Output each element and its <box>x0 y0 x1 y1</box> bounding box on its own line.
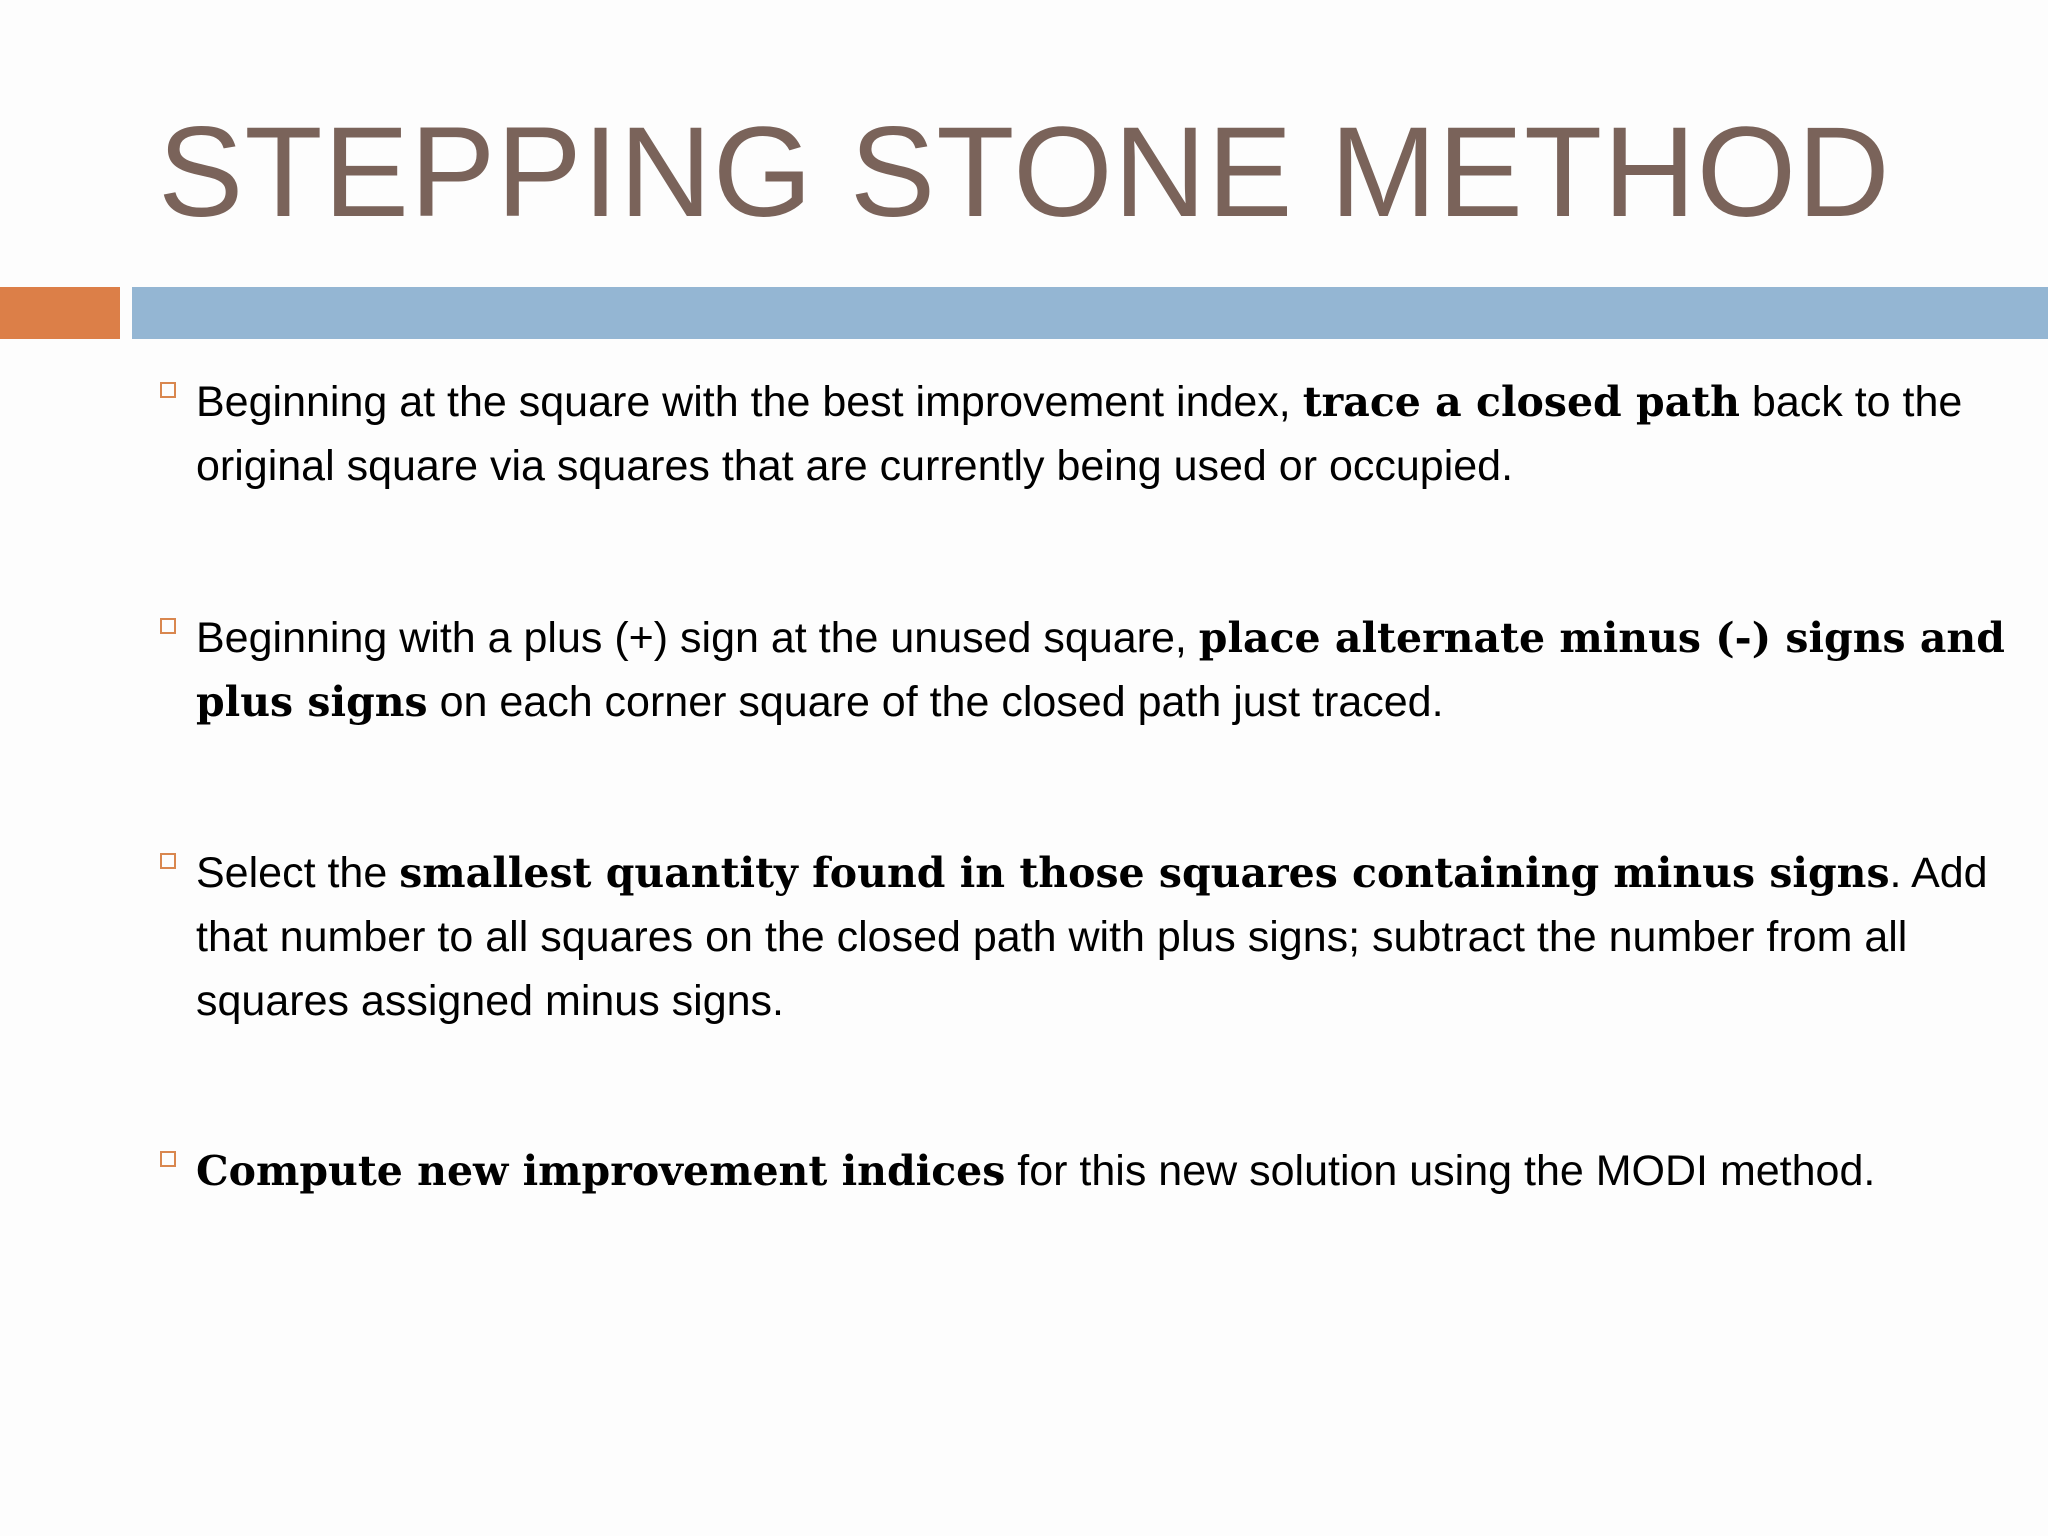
bullet-emphasis: Compute new improvement indices <box>196 1147 1006 1195</box>
hollow-square-bullet-icon <box>160 853 176 869</box>
bullet-text <box>196 841 2016 1033</box>
bullet-text <box>196 370 2016 498</box>
bullet-text-part: back to the original square via squares that are currently being used or occupied. <box>196 378 1963 490</box>
bullet-emphasis: smallest quantity found in those squares containing minus signs <box>399 849 1890 897</box>
bullet-text-part: Beginning with a plus (+) sign at the unused square, <box>196 614 1199 662</box>
bullet-text <box>196 1139 2016 1203</box>
bullet-text-part: . Add that number to all squares on the closed path with plus signs; subtract the number from all squares assigned minus signs. <box>196 849 1988 1025</box>
hollow-square-bullet-icon <box>160 382 176 398</box>
hollow-square-bullet-icon <box>160 618 176 634</box>
bullet-emphasis: trace a closed path <box>1302 378 1740 426</box>
bullet-emphasis: place alternate minus (-) signs and plus signs <box>196 614 2005 726</box>
bullet-text-part: Select the <box>196 849 400 897</box>
hollow-square-bullet-icon <box>160 1151 176 1167</box>
bullet-text-part: for this new solution using the MODI method. <box>1005 1147 1876 1195</box>
bullet-text <box>196 606 2016 734</box>
bullet-text-part: Beginning at the square with the best improvement index, <box>196 378 1303 426</box>
slide-title: STEPPING STONE METHOD <box>158 101 1891 244</box>
bullet-text-part: on each corner square of the closed path just traced. <box>427 678 1444 726</box>
